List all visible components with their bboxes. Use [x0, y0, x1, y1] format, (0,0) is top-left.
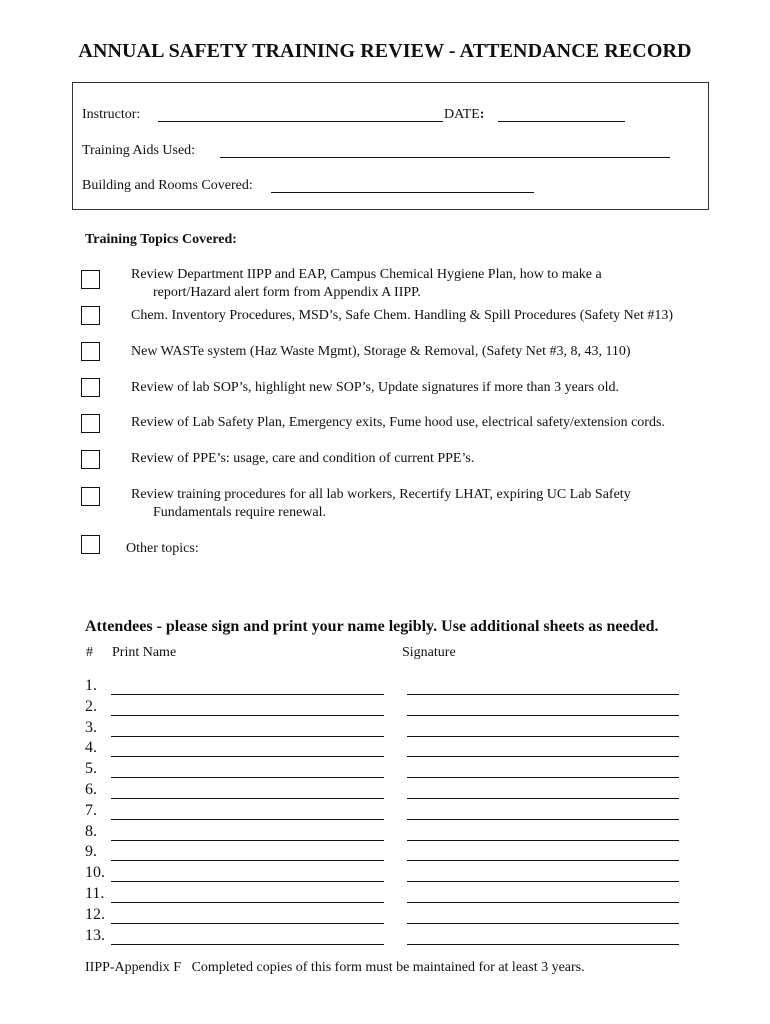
column-print-name-header: Print Name	[112, 645, 177, 660]
attendee-row-number: 8.	[85, 823, 97, 840]
attendee-signature-field[interactable]	[407, 860, 679, 861]
topic-text-1: Review Department IIPP and EAP, Campus Chemical Hygiene Plan, how to make a report/Hazard alert form from Appendix A IIPP.	[131, 267, 602, 300]
building-rooms-label: Building and Rooms Covered:	[82, 178, 253, 193]
attendee-row-number: 11.	[85, 885, 105, 902]
topics-heading: Training Topics Covered:	[85, 232, 237, 247]
attendee-print-name-field[interactable]	[111, 944, 384, 945]
building-rooms-field[interactable]	[271, 192, 534, 193]
attendee-row-number: 10.	[85, 864, 105, 881]
date-label: DATE:	[444, 107, 485, 122]
instructor-label: Instructor:	[82, 107, 141, 122]
topic-text-7: Review training procedures for all lab workers, Recertify LHAT, expiring UC Lab Safety Fundamentals require renewal.	[131, 487, 631, 520]
topic-text-4: Review of lab SOP’s, highlight new SOP’s, Update signatures if more than 3 years old.	[131, 380, 619, 395]
attendee-row-number: 5.	[85, 760, 97, 777]
page-title: ANNUAL SAFETY TRAINING REVIEW - ATTENDANCE RECORD	[78, 40, 692, 62]
attendee-print-name-field[interactable]	[111, 819, 384, 820]
attendee-print-name-field[interactable]	[111, 777, 384, 778]
attendee-signature-field[interactable]	[407, 715, 679, 716]
attendee-print-name-field[interactable]	[111, 798, 384, 799]
attendee-print-name-field[interactable]	[111, 881, 384, 882]
topic-checkbox-7[interactable]	[81, 487, 100, 506]
attendee-signature-field[interactable]	[407, 840, 679, 841]
date-field[interactable]	[498, 121, 625, 122]
topic-checkbox-4[interactable]	[81, 378, 100, 397]
column-number-header: #	[86, 645, 93, 660]
attendee-print-name-field[interactable]	[111, 736, 384, 737]
attendee-print-name-field[interactable]	[111, 694, 384, 695]
attendee-row-number: 7.	[85, 802, 97, 819]
attendee-signature-field[interactable]	[407, 944, 679, 945]
attendee-signature-field[interactable]	[407, 777, 679, 778]
training-aids-field[interactable]	[220, 157, 670, 158]
topic-checkbox-2[interactable]	[81, 306, 100, 325]
attendee-row-number: 1.	[85, 677, 97, 694]
topic-checkbox-5[interactable]	[81, 414, 100, 433]
topic-text-3: New WASTe system (Haz Waste Mgmt), Storage & Removal, (Safety Net #3, 8, 43, 110)	[131, 344, 631, 359]
attendee-print-name-field[interactable]	[111, 923, 384, 924]
footer-note: IIPP-Appendix F Completed copies of this form must be maintained for at least 3 years.	[85, 960, 585, 975]
attendee-print-name-field[interactable]	[111, 860, 384, 861]
attendee-print-name-field[interactable]	[111, 840, 384, 841]
topic-text-5: Review of Lab Safety Plan, Emergency exits, Fume hood use, electrical safety/extension cords.	[131, 415, 665, 430]
attendee-signature-field[interactable]	[407, 756, 679, 757]
topic-checkbox-1[interactable]	[81, 270, 100, 289]
topic-checkbox-other[interactable]	[81, 535, 100, 554]
topic-text-6: Review of PPE’s: usage, care and condition of current PPE’s.	[131, 451, 475, 466]
attendee-signature-field[interactable]	[407, 881, 679, 882]
column-signature-header: Signature	[402, 645, 456, 660]
attendee-signature-field[interactable]	[407, 902, 679, 903]
topic-checkbox-6[interactable]	[81, 450, 100, 469]
attendee-signature-field[interactable]	[407, 923, 679, 924]
attendee-signature-field[interactable]	[407, 694, 679, 695]
attendee-print-name-field[interactable]	[111, 756, 384, 757]
attendee-row-number: 4.	[85, 739, 97, 756]
attendee-print-name-field[interactable]	[111, 902, 384, 903]
attendee-row-number: 13.	[85, 927, 105, 944]
training-aids-label: Training Aids Used:	[82, 143, 196, 158]
instructor-field[interactable]	[158, 121, 443, 122]
attendee-row-number: 6.	[85, 781, 97, 798]
topic-text-2: Chem. Inventory Procedures, MSD’s, Safe Chem. Handling & Spill Procedures (Safety Net #13)	[131, 308, 674, 323]
attendee-signature-field[interactable]	[407, 736, 679, 737]
attendee-signature-field[interactable]	[407, 798, 679, 799]
attendee-row-number: 9.	[85, 843, 97, 860]
attendee-print-name-field[interactable]	[111, 715, 384, 716]
attendee-row-number: 12.	[85, 906, 105, 923]
attendee-signature-field[interactable]	[407, 819, 679, 820]
attendee-row-number: 2.	[85, 698, 97, 715]
topic-checkbox-3[interactable]	[81, 342, 100, 361]
attendee-row-number: 3.	[85, 719, 97, 736]
attendees-heading: Attendees - please sign and print your name legibly. Use additional sheets as needed.	[85, 618, 659, 635]
topic-text-other: Other topics:	[126, 541, 199, 556]
